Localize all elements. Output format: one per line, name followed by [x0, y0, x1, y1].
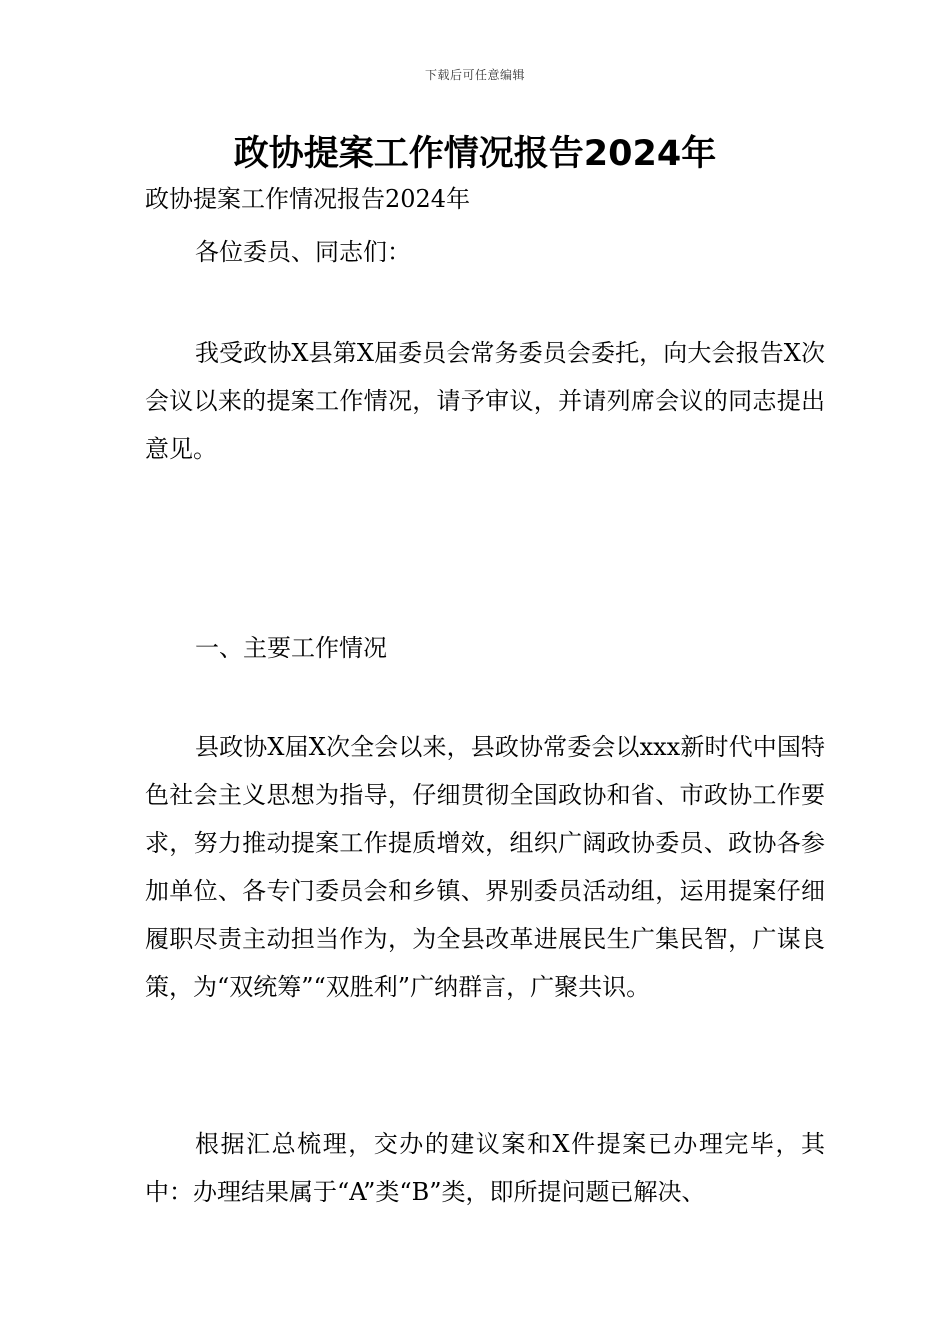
paragraph-work-summary: 县政协X届X次全会以来，县政协常委会以xxx新时代中国特色社会主义思想为指导，仔细贯彻全国政协和省、市政协工作要求，努力推动提案工作提质增效，组织广阔政协委员、政协各参加单位、各专门委员会和乡镇、界别委员活动组，运用提案仔细履职尽责主动担当作为，为全县改革进展民生广集民智，广谋良策，为“双统筹”“双胜利”广纳群言，广聚共识。	[145, 733, 825, 1001]
paragraph-intro: 我受政协X县第X届委员会常务委员会委托，向大会报告X次会议以来的提案工作情况，请予审议，并请列席会议的同志提出意见。	[145, 339, 825, 463]
header-note: 下载后可任意编辑	[424, 68, 525, 82]
section-heading: 一、主要工作情况	[195, 634, 387, 662]
document-title: 政协提案工作情况报告2024年	[233, 134, 717, 174]
greeting: 各位委员、同志们：	[195, 238, 411, 266]
document-subtitle: 政协提案工作情况报告2024年	[145, 185, 471, 213]
paragraph-results: 根据汇总梳理，交办的建议案和X件提案已办理完毕，其中：办理结果属于“A”类“B”类，即所提问题已解决、	[145, 1130, 825, 1206]
